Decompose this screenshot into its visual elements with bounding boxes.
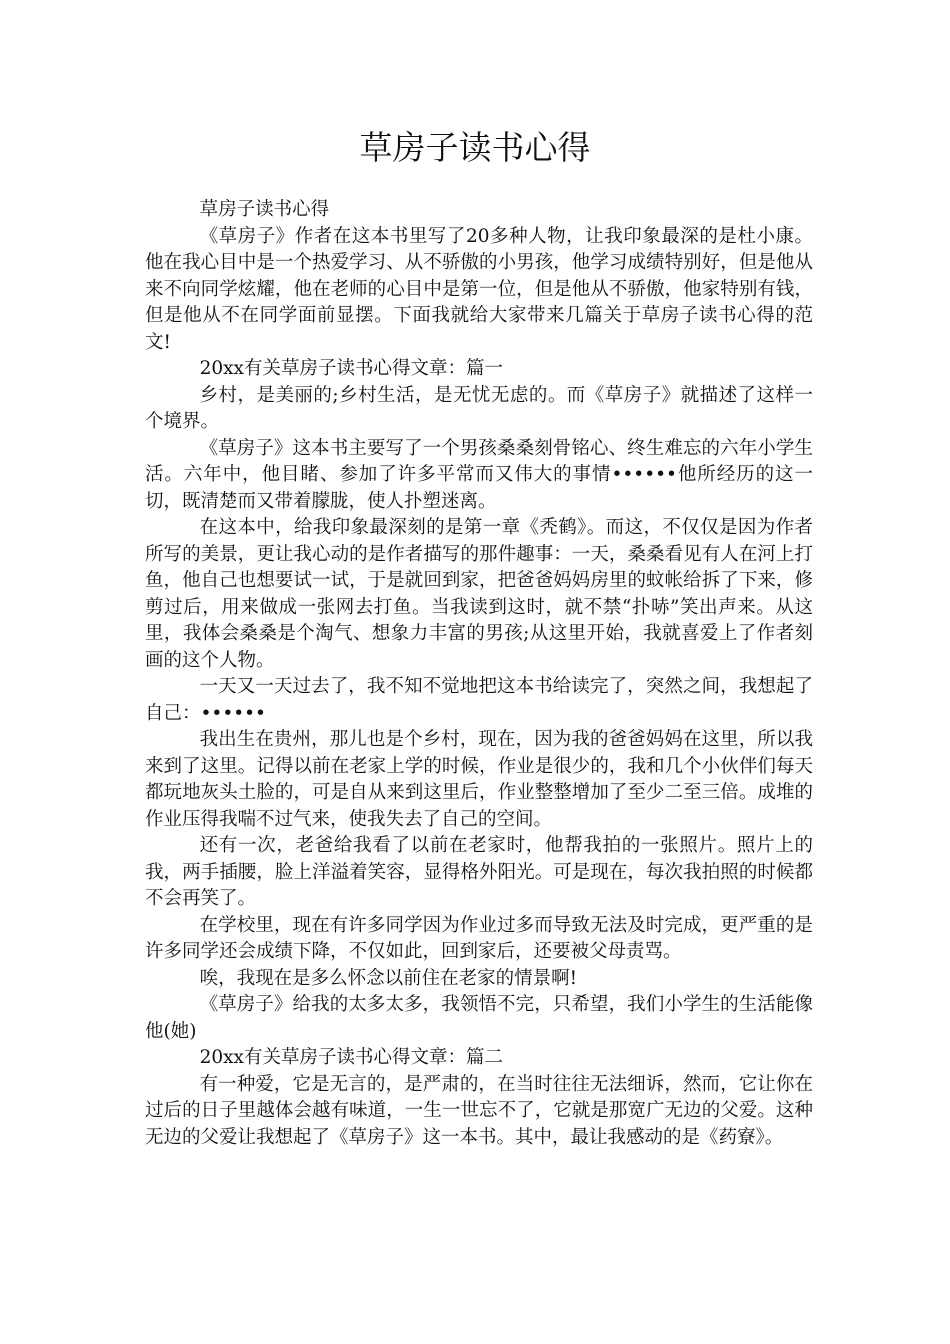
- page-title: 草房子读书心得: [359, 128, 591, 167]
- section-heading-2: 20xx有关草房子读书心得文章：篇二: [199, 1047, 503, 1068]
- paragraph: 我出生在贵州，那儿也是个乡村，现在，因为我的爸爸妈妈在这里，所以我来到了这里。记得以前在老家上学的时候，作业是很少的，我和几个小伙伴们每天都玩地灰头土脸的，可是自从来到这里后，作业整整增加了至少二至三倍。成堆的作业压得我喘不过气来，使我失去了自己的空间。: [145, 729, 813, 830]
- paragraph: 乡村，是美丽的;乡村生活，是无忧无虑的。而《草房子》就描述了这样一个境界。: [145, 384, 813, 432]
- paragraph-intro: 《草房子》作者在这本书里写了20多种人物，让我印象最深的是杜小康。他在我心目中是一个热爱学习、从不骄傲的小男孩，他学习成绩特别好，但是他从来不向同学炫耀，他在老师的心目中是第一位，但是他从不骄傲，他家特别有钱，但是他从不在同学面前显摆。下面我就给大家带来几篇关于草房子读书心得的范文!: [145, 225, 813, 353]
- section-heading-1: 20xx有关草房子读书心得文章：篇一: [199, 358, 503, 379]
- paragraph: 在学校里，现在有许多同学因为作业过多而导致无法及时完成，更严重的是许多同学还会成绩下降，不仅如此，回到家后，还要被父母责骂。: [145, 914, 813, 962]
- paragraph: 还有一次，老爸给我看了以前在老家时，他帮我拍的一张照片。照片上的我，两手插腰，脸上洋溢着笑容，显得格外阳光。可是现在，每次我拍照的时候都不会再笑了。: [145, 835, 813, 909]
- paragraph: 《草房子》这本书主要写了一个男孩桑桑刻骨铭心、终生难忘的六年小学生活。六年中，他目睹、参加了许多平常而又伟大的事情••••••他所经历的这一切，既清楚而又带着朦胧，使人扑塑迷离。: [145, 437, 813, 512]
- paragraph: 有一种爱，它是无言的，是严肃的，在当时往往无法细诉，然而，它让你在过后的日子里越体会越有味道，一生一世忘不了，它就是那宽广无边的父爱。这种无边的父爱让我想起了《草房子》这一本书。其中，最让我感动的是《药寮》。: [145, 1073, 813, 1148]
- article-body: [145, 197, 813, 1151]
- paragraph: 《草房子》给我的太多太多，我领悟不完，只希望，我们小学生的生活能像他(她): [145, 994, 813, 1042]
- paragraph: 一天又一天过去了，我不知不觉地把这本书给读完了，突然之间，我想起了自己：••••••: [145, 676, 813, 724]
- paragraph-subtitle: 草房子读书心得: [199, 199, 330, 220]
- paragraph: 在这本中，给我印象最深刻的是第一章《秃鹤》。而这，不仅仅是因为作者所写的美景，更让我心动的是作者描写的那件趣事：一天，桑桑看见有人在河上打鱼，他自己也想要试一试，于是就回到家，把爸爸妈妈房里的蚊帐给拆了下来，修剪过后，用来做成一张网去打鱼。当我读到这时，就不禁“扑哧”笑出声来。从这里，我体会桑桑是个淘气、想象力丰富的男孩;从这里开始，我就喜爱上了作者刻画的这个人物。: [145, 517, 813, 671]
- paragraph: 唉，我现在是多么怀念以前住在老家的情景啊!: [199, 967, 577, 989]
